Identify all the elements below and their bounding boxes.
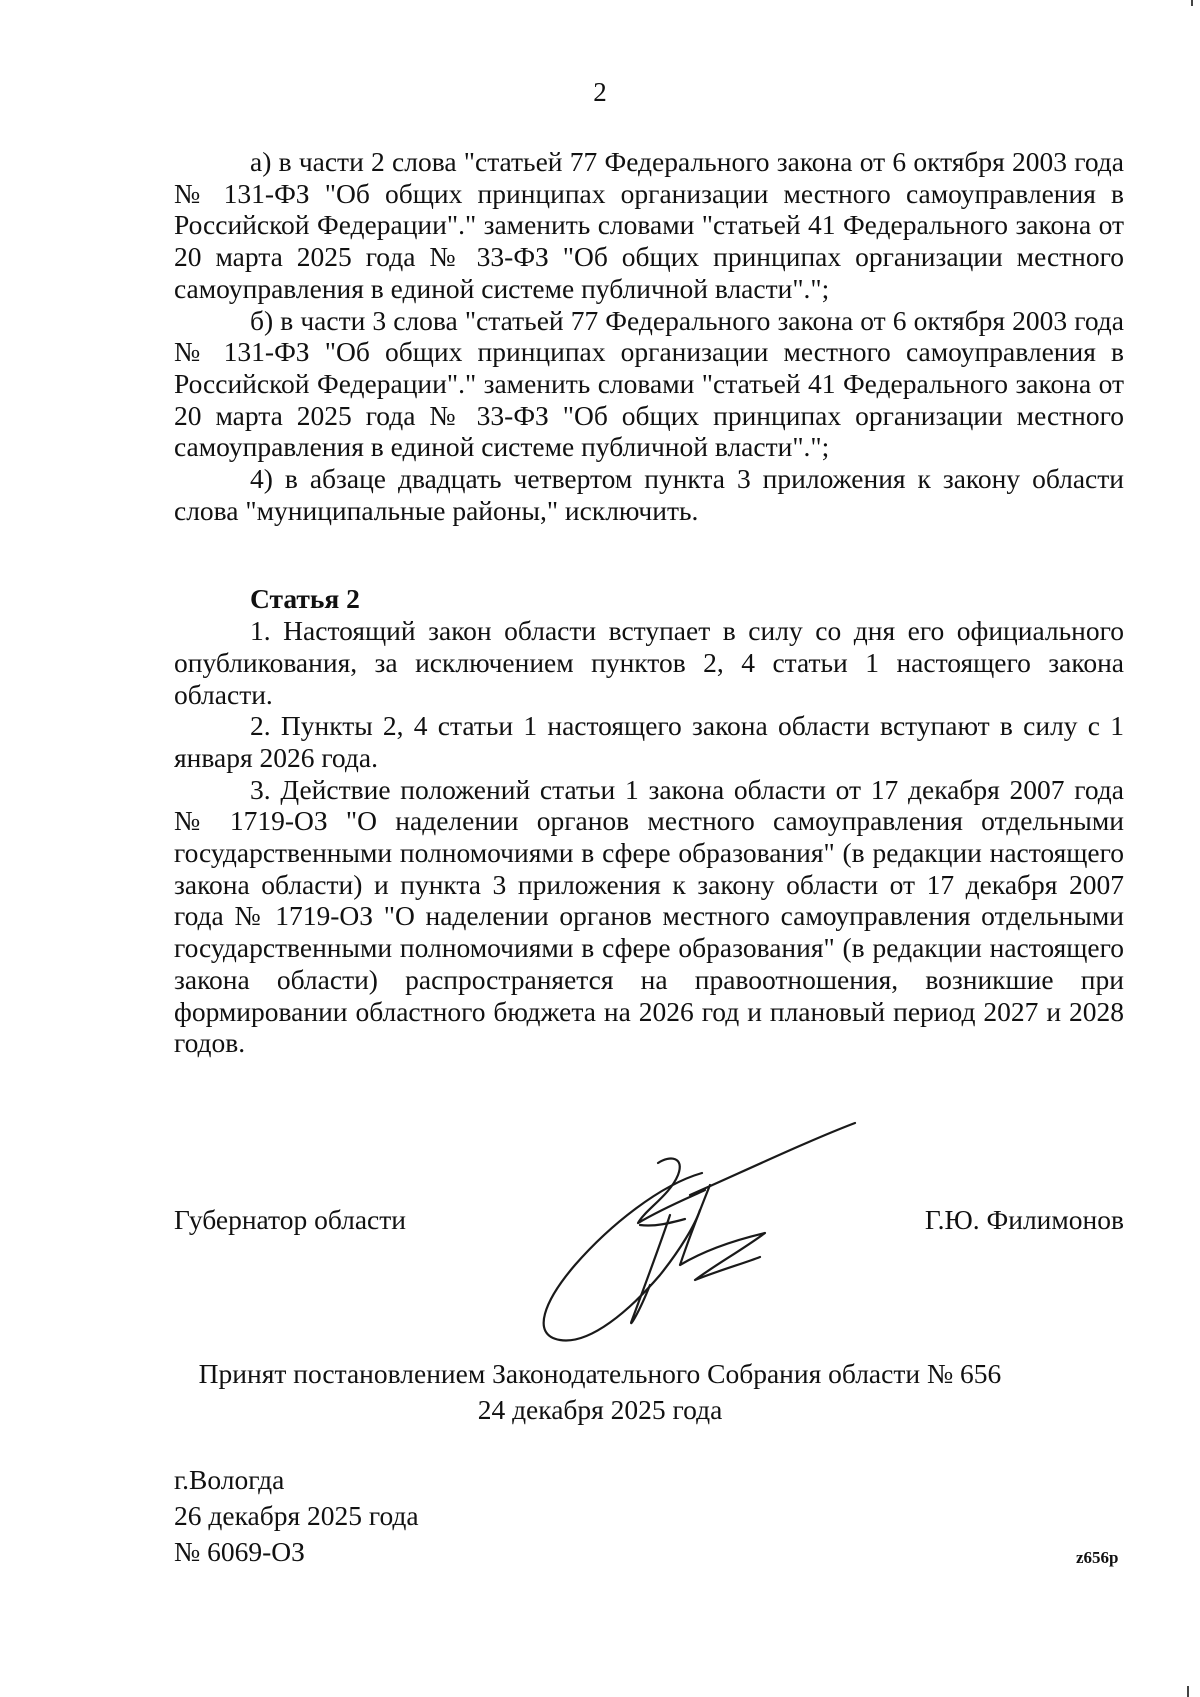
scan-mark-bottom: [1187, 1686, 1189, 1697]
document-code: z656p: [1076, 1548, 1119, 1567]
handwritten-signature: [520, 1115, 860, 1350]
article-2-item-3: 3. Действие положений статьи 1 закона области от 17 декабря 2007 года № 1719-ОЗ "О наделении органов местного самоуправления отдельными государственными полномочиями в сфере образования" (в редакции настоящего закона области) и пункта 3 приложения к закону области от 17 декабря 2007 года № 1719-ОЗ "О наделении органов местного самоуправления отдельными государственными полномочиями в сфере образования" (в редакции настоящего закона области) распространяется на правоотношения, возникшие при формировании областного бюджета на 2026 год и плановый период 2027 и 2028 годов.: [174, 773, 1124, 1059]
place-city: г.Вологда: [174, 1464, 285, 1495]
page-number: 2: [593, 77, 607, 107]
place-date: 26 декабря 2025 года: [174, 1500, 419, 1531]
adoption-note: [0, 1356, 1200, 1428]
scan-mark-top: [1191, 0, 1193, 6]
document-body: [174, 146, 1124, 1059]
paragraph-b: б) в части 3 слова "статьей 77 Федерального закона от 6 октября 2003 года № 131-ФЗ "Об общих принципах организации местного самоуправления в Российской Федерации"." заменить словами "статьей 41 Федерального закона от 20 марта 2025 года № 33-ФЗ "Об общих принципах организации местного самоуправления в единой системе публичной власти".";: [174, 304, 1124, 463]
law-number: № 6069-ОЗ: [174, 1536, 305, 1567]
article-2-heading: Статья 2: [250, 583, 360, 615]
article-2-item-1: 1. Настоящий закон области вступает в силу со дня его официального опубликования, за исключением пунктов 2, 4 статьи 1 настоящего закона области.: [174, 615, 1124, 710]
adoption-line-1: Принят постановлением Законодательного Собрания области № 656: [198, 1358, 1002, 1389]
paragraph-a: а) в части 2 слова "статьей 77 Федерального закона от 6 октября 2003 года № 131-ФЗ "Об общих принципах организации местного самоуправления в Российской Федерации"." заменить словами "статьей 41 Федерального закона от 20 марта 2025 года № 33-ФЗ "Об общих принципах организации местного самоуправления в единой системе публичной власти".";: [174, 146, 1124, 304]
adoption-line-2: 24 декабря 2025 года: [477, 1394, 723, 1425]
article-2-item-2: 2. Пункты 2, 4 статьи 1 настоящего закона области вступают в силу с 1 января 2026 года.: [174, 710, 1124, 773]
governor-position: Губернатор области: [174, 1204, 406, 1235]
paragraph-4: 4) в абзаце двадцать четвертом пункта 3 приложения к закону области слова "муниципальные районы," исключить.: [174, 463, 1124, 526]
governor-name: Г.Ю. Филимонов: [924, 1204, 1124, 1235]
place-date-block: [174, 1462, 419, 1570]
